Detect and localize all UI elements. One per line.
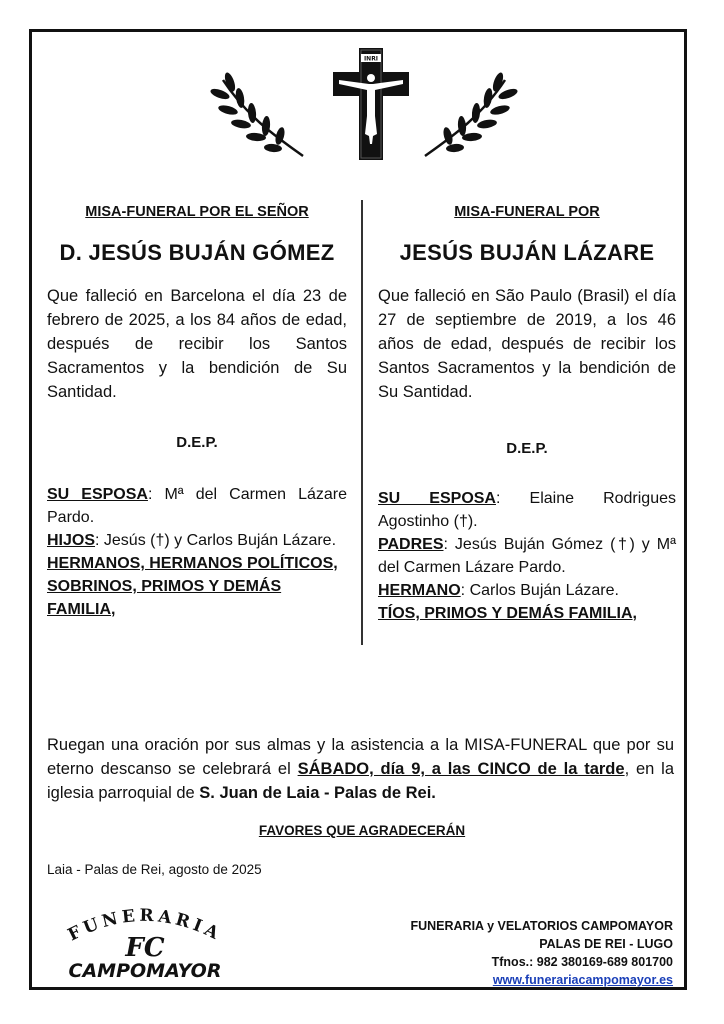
invitation-text <box>47 733 674 805</box>
right-padres-label: PADRES <box>378 536 444 553</box>
right-esposa-label: SU ESPOSA <box>378 490 496 507</box>
left-esposa-value: : Mª del Carmen Lázare Pardo. <box>47 486 348 526</box>
right-family-line <box>378 602 676 625</box>
left-family-block: HERMANOS, HERMANOS POLÍTICOS, SOBRINOS, PRIMOS Y DEMÁS FAMILIA <box>47 555 338 618</box>
left-family-end: , <box>111 601 116 618</box>
invitation-church: S. Juan de Laia - Palas de Rei. <box>199 784 436 802</box>
logo-monogram: FC <box>125 933 165 963</box>
contact-block <box>410 917 673 989</box>
right-hermano-label: HERMANO <box>378 582 461 599</box>
left-hijos-line <box>47 529 347 552</box>
contact-company: FUNERARIA y VELATORIOS CAMPOMAYOR <box>410 919 673 933</box>
right-family-block: TÍOS, PRIMOS Y DEMÁS FAMILIA <box>378 605 633 622</box>
right-dep: D.E.P. <box>506 440 548 457</box>
left-heading: MISA-FUNERAL POR EL SEÑOR <box>85 204 309 220</box>
left-dep: D.E.P. <box>176 434 218 451</box>
right-column <box>378 200 676 625</box>
place-date: Laia - Palas de Rei, agosto de 2025 <box>47 862 262 877</box>
right-padres-value: : Jesús Buján Gómez (†) y Mª del Carmen Lázare Pardo. <box>378 536 676 576</box>
right-hermano-value: : Carlos Buján Lázare. <box>460 582 619 599</box>
left-esposa-line <box>47 483 347 529</box>
left-obituary-text: Que falleció en Barcelona el día 23 de febrero de 2025, a los 84 años de edad, después de recibir los Santos Sacramentos y la bendición de Su Santidad. <box>47 287 347 401</box>
left-hijos-label: HIJOS <box>47 532 96 549</box>
laurel-branch-left-icon <box>208 68 308 160</box>
right-deceased-name: JESÚS BUJÁN LÁZARE <box>399 240 655 265</box>
right-family <box>378 487 676 625</box>
right-hermano-line <box>378 579 676 602</box>
column-divider <box>361 200 363 645</box>
contact-phones: Tfnos.: 982 380169-689 801700 <box>491 955 673 969</box>
funeraria-logo <box>48 900 243 982</box>
right-obituary-text: Que falleció en São Paulo (Brasil) el día 27 de septiembre de 2019, a los 46 años de edad, después de recibir los Santos Sacramentos y la bendición de Su Santidad. <box>378 287 676 401</box>
logo-name: CAMPOMAYOR <box>68 960 222 982</box>
contact-location: PALAS DE REI - LUGO <box>539 937 673 951</box>
left-column <box>47 200 347 621</box>
left-hijos-value: : Jesús (†) y Carlos Buján Lázare. <box>95 532 337 549</box>
left-family-line <box>47 552 342 621</box>
inri-label: INRI <box>363 55 379 63</box>
favores-line: FAVORES QUE AGRADECERÁN <box>258 823 466 838</box>
laurel-branch-right-icon <box>420 68 520 160</box>
right-heading: MISA-FUNERAL POR <box>454 204 600 220</box>
left-family <box>47 483 347 621</box>
logo-arc-text: FUNERARIA <box>64 905 226 946</box>
right-esposa-value: : Elaine Rodrigues Agostinho (†). <box>378 490 677 530</box>
left-esposa-label: SU ESPOSA <box>47 486 148 503</box>
right-esposa-line <box>378 487 676 533</box>
right-padres-line <box>378 533 676 579</box>
left-deceased-name: D. JESÚS BUJÁN GÓMEZ <box>59 240 335 265</box>
invitation-part2: , en la iglesia parroquial de <box>47 760 674 802</box>
contact-website-link[interactable]: www.funerariacampomayor.es <box>492 973 673 987</box>
right-family-end: , <box>632 605 637 622</box>
invitation-part1: Ruegan una oración por sus almas y la asistencia a la MISA-FUNERAL que por su eterno descanso se celebrará el <box>47 736 674 778</box>
crucifix-icon <box>331 46 411 164</box>
invitation-date-time: SÁBADO, día 9, a las CINCO de la tarde <box>297 760 625 778</box>
